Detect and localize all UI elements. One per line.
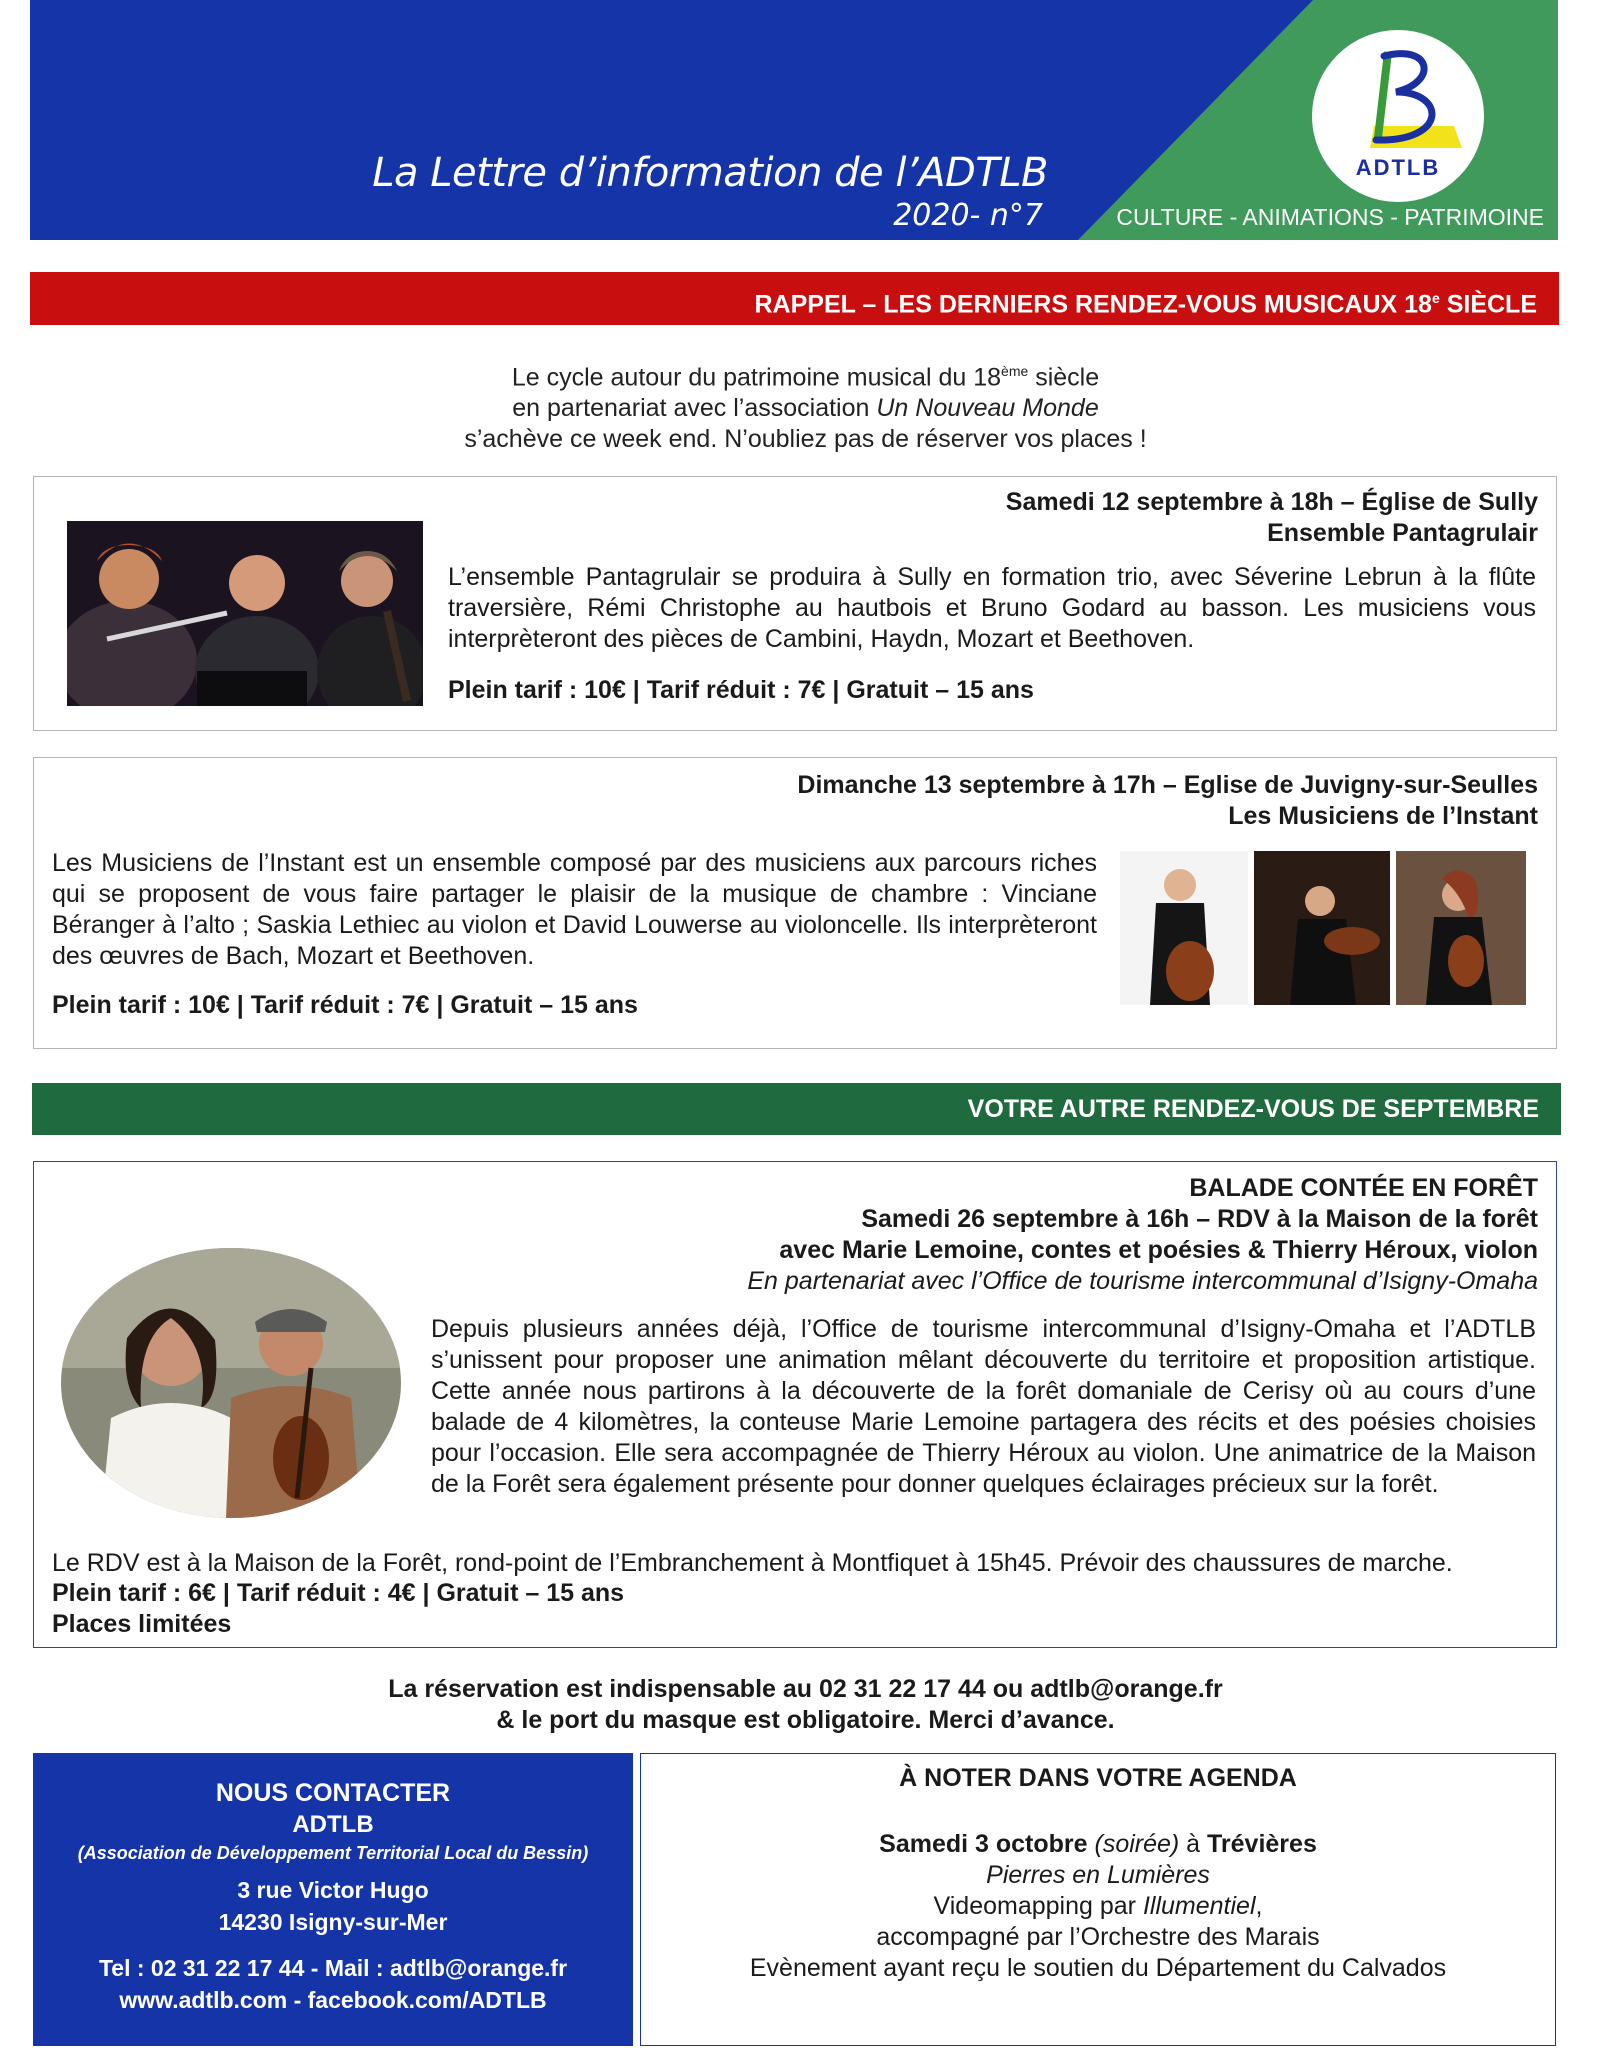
section-title-sup: e	[1431, 290, 1440, 306]
agenda-soiree: (soirée)	[1087, 1830, 1180, 1858]
event3-heading	[747, 1173, 1538, 1297]
event1-ensemble: Ensemble Pantagrulair	[1267, 519, 1538, 547]
event2-price: Plein tarif : 10€ | Tarif réduit : 7€ | Gratuit – 15 ans	[52, 991, 638, 1019]
event3-title: BALADE CONTÉE EN FORÊT	[1189, 1174, 1538, 1202]
event2-heading	[797, 770, 1538, 832]
event1-description: L’ensemble Pantagrulair se produira à Sully en formation trio, avec Séverine Lebrun à la flûte traversière, Rémi Christophe au hautbois et Bruno Godard au basson. Les musiciens vous interprèteront des pièces de Cambini, Haydn, Mozart et Beethoven.	[448, 563, 1536, 653]
event-box-balade	[33, 1161, 1557, 1648]
event3-artists: avec Marie Lemoine, contes et poésies & Thierry Héroux, violon	[779, 1236, 1538, 1264]
event3-partner: En partenariat avec l’Office de tourisme intercommunal d’Isigny-Omaha	[747, 1267, 1538, 1295]
intro-line1: Le cycle autour du patrimoine musical du 18	[511, 363, 1002, 392]
contact-tel-mail[interactable]: Tel : 02 31 22 17 44 - Mail : adtlb@orange.fr	[98, 1955, 568, 1981]
contact-heading: NOUS CONTACTER	[215, 1779, 451, 1807]
agenda-video-line	[641, 1892, 1555, 1921]
event1-price: Plein tarif : 10€ | Tarif réduit : 7€ | Gratuit – 15 ans	[448, 676, 1034, 704]
intro-partner-name: Un Nouveau Monde	[876, 394, 1099, 423]
event-photo-conteurs	[61, 1248, 401, 1518]
agenda-video-comma: ,	[1255, 1892, 1263, 1920]
agenda-event-title: Pierres en Lumières	[986, 1861, 1210, 1889]
section-title-end: SIÈCLE	[1439, 290, 1537, 319]
agenda-support: Evènement ayant reçu le soutien du Département du Calvados	[749, 1954, 1447, 1982]
intro-text	[0, 356, 1611, 455]
reservation-notice	[0, 1674, 1611, 1736]
section-bar-septembre: VOTRE AUTRE RENDEZ-VOUS DE SEPTEMBRE	[32, 1083, 1561, 1135]
intro-line2: en partenariat avec l’association	[512, 394, 877, 423]
newsletter-issue: 2020- n°7	[893, 198, 1043, 233]
section-bar-rappel	[30, 272, 1559, 325]
contact-panel	[33, 1753, 633, 2046]
logo-text: ADTLB	[1355, 155, 1441, 180]
event3-meeting: Le RDV est à la Maison de la Forêt, rond-point de l’Embranchement à Montfiquet à 15h45. Prévoir des chaussures de marche.	[52, 1549, 1453, 1577]
adtlb-logo	[1312, 30, 1484, 202]
event3-description: Depuis plusieurs années déjà, l’Office de tourisme intercommunal d’Isigny-Omaha et l’ADTLB s’unissent pour proposer une animation mêlant découverte du territoire et proposition artistique. Cette année nous partirons à la découverte de la forêt domaniale de Cerisy où au cours d’une balade de 4 kilomètres, la conteuse Marie Lemoine partagera des récits et des poésies choisies pour l’occasion. Elle sera accompagnée de Thierry Héroux au violon. Une animatrice de la Maison de la Forêt sera également présente pour donner quelques éclairages précieux sur la forêt.	[431, 1315, 1536, 1498]
event-box-juvigny	[33, 757, 1557, 1049]
header-tagline: CULTURE - ANIMATIONS - PATRIMOINE	[1116, 204, 1544, 230]
event1-heading	[1006, 487, 1538, 549]
intro-line3: s’achève ce week end. N’oubliez pas de réserver vos places !	[464, 425, 1147, 454]
agenda-accompanied: accompagné par l’Orchestre des Marais	[876, 1923, 1320, 1951]
event2-ensemble: Les Musiciens de l’Instant	[1228, 802, 1538, 830]
event3-price: Plein tarif : 6€ | Tarif réduit : 4€ | Gratuit – 15 ans	[52, 1579, 625, 1607]
agenda-video-text: Videomapping par	[933, 1892, 1143, 1920]
reservation-line2: & le port du masque est obligatoire. Merci d’avance.	[496, 1706, 1115, 1734]
contact-web[interactable]: www.adtlb.com - facebook.com/ADTLB	[119, 1987, 547, 2013]
intro-line1-end: siècle	[1028, 363, 1100, 392]
agenda-a: à	[1179, 1830, 1208, 1858]
event2-description: Les Musiciens de l’Instant est un ensemble composé par des musiciens aux parcours riches qui se proposent de vous faire partager le plaisir de la musique de chambre : Vinciane Béranger à l’alto ; Saskia Lethiec au violon et David Louwerse au violoncelle. Ils interprèteront des œuvres de Bach, Mozart et Beethoven.	[52, 849, 1097, 970]
contact-org-full: (Association de Développement Territorial Local du Bessin)	[77, 1843, 589, 1863]
event2-date: Dimanche 13 septembre à 17h – Eglise de Juvigny-sur-Seulles	[797, 771, 1538, 799]
intro-sup: ème	[1001, 363, 1029, 379]
agenda-heading: À NOTER DANS VOTRE AGENDA	[899, 1764, 1297, 1792]
reservation-line1: La réservation est indispensable au 02 31 22 17 44 ou adtlb@orange.fr	[388, 1675, 1223, 1703]
event-photo-trio	[67, 521, 423, 706]
event3-date: Samedi 26 septembre à 16h – RDV à la Maison de la forêt	[861, 1205, 1538, 1233]
agenda-panel	[640, 1753, 1556, 2046]
contact-org: ADTLB	[292, 1811, 374, 1838]
agenda-date: Samedi 3 octobre	[879, 1830, 1088, 1858]
event-box-sully	[33, 476, 1557, 731]
newsletter-title: La Lettre d’information de l’ADTLB	[372, 150, 1048, 196]
header-banner	[30, 0, 1558, 240]
event1-date: Samedi 12 septembre à 18h – Église de Sully	[1005, 488, 1538, 516]
event-photo-musiciens	[1120, 851, 1526, 1005]
section-title: RAPPEL – LES DERNIERS RENDEZ-VOUS MUSICAUX 18	[754, 290, 1432, 319]
agenda-date-line	[641, 1830, 1555, 1859]
contact-street: 3 rue Victor Hugo	[237, 1877, 429, 1903]
event3-places: Places limitées	[52, 1610, 232, 1638]
agenda-illumentiel: Illumentiel	[1142, 1892, 1256, 1920]
agenda-place: Trévières	[1207, 1830, 1317, 1858]
contact-city: 14230 Isigny-sur-Mer	[218, 1909, 448, 1935]
